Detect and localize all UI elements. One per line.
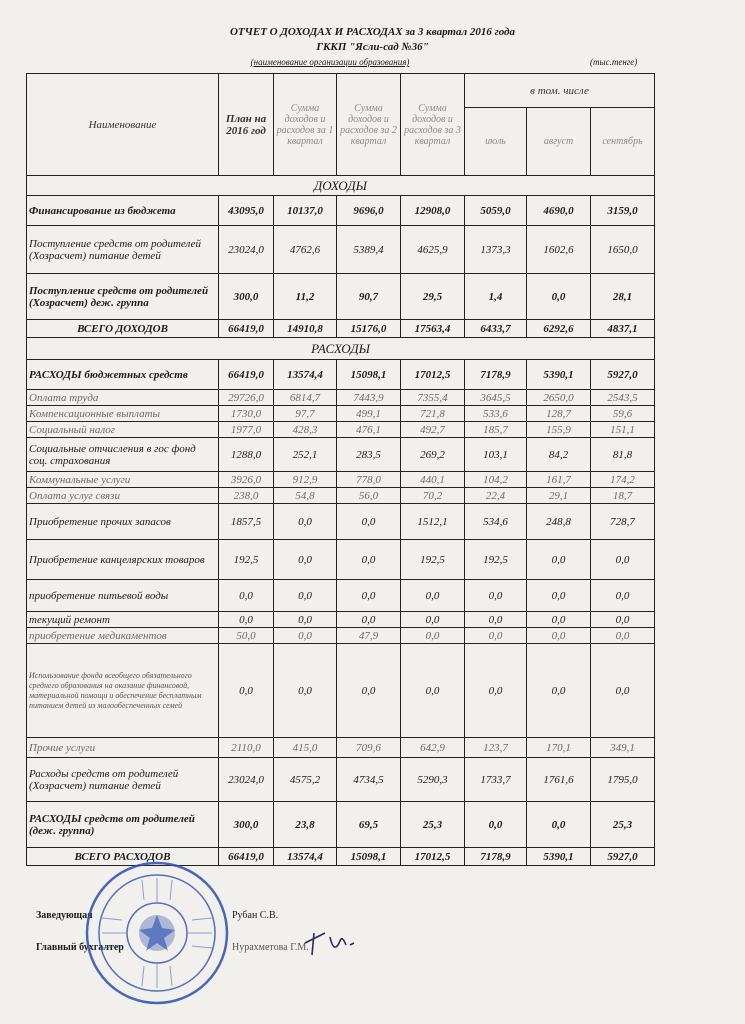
- row-value: 161,7: [527, 472, 591, 488]
- official-stamp: [82, 858, 232, 1008]
- row-value: 0,0: [401, 628, 465, 644]
- row-value: 4625,9: [401, 226, 465, 274]
- row-value: 492,7: [401, 422, 465, 438]
- row-label: Социальный налог: [27, 422, 219, 438]
- row-value: 10137,0: [274, 196, 337, 226]
- row-label: Поступление средств от родителей (Хозрасчет) питание детей: [27, 226, 219, 274]
- row-value: 0,0: [274, 504, 337, 540]
- row-label: Социальные отчисления в гос фонд соц. страхования: [27, 438, 219, 472]
- row-value: 103,1: [465, 438, 527, 472]
- row-value: 192,5: [465, 540, 527, 580]
- row-value: 25,3: [591, 802, 655, 848]
- expense-row: [27, 406, 655, 422]
- row-value: 415,0: [274, 738, 337, 758]
- row-label: Оплата услуг связи: [27, 488, 219, 504]
- row-value: 23024,0: [219, 758, 274, 802]
- organization-name: ГККП "Ясли-сад №36": [316, 41, 429, 53]
- row-value: 499,1: [337, 406, 401, 422]
- accountant-label: Главный бухгалтер: [36, 942, 124, 953]
- income-row: [27, 196, 655, 226]
- row-value: 778,0: [337, 472, 401, 488]
- row-value: 7178,9: [465, 848, 527, 866]
- row-value: 6814,7: [274, 390, 337, 406]
- row-value: 1288,0: [219, 438, 274, 472]
- accountant-name: Нурахметова Г.М.: [232, 942, 309, 953]
- row-value: 1,4: [465, 274, 527, 320]
- row-value: 25,3: [401, 802, 465, 848]
- row-label: Оплата труда: [27, 390, 219, 406]
- row-label: Приобретение канцелярских товаров: [27, 540, 219, 580]
- row-value: 59,6: [591, 406, 655, 422]
- units-label: (тыс.тенге): [590, 57, 638, 67]
- row-value: 0,0: [337, 540, 401, 580]
- row-value: 300,0: [219, 274, 274, 320]
- expense-row: [27, 580, 655, 612]
- expense-row: [27, 360, 655, 390]
- row-value: 0,0: [401, 644, 465, 738]
- row-value: 5059,0: [465, 196, 527, 226]
- row-value: 1761,6: [527, 758, 591, 802]
- row-value: 47,9: [337, 628, 401, 644]
- row-value: 14910,8: [274, 320, 337, 338]
- row-value: 56,0: [337, 488, 401, 504]
- expense-row: [27, 504, 655, 540]
- row-value: 0,0: [274, 540, 337, 580]
- row-value: 1512,1: [401, 504, 465, 540]
- row-value: 1977,0: [219, 422, 274, 438]
- row-value: 0,0: [465, 802, 527, 848]
- row-value: 66419,0: [219, 848, 274, 866]
- row-value: 1857,5: [219, 504, 274, 540]
- row-label: Поступление средств от родителей (Хозрасчет) деж. группа: [27, 274, 219, 320]
- row-value: 1602,6: [527, 226, 591, 274]
- row-value: 0,0: [591, 540, 655, 580]
- head-label: Заведующая: [36, 910, 93, 921]
- row-value: 12908,0: [401, 196, 465, 226]
- row-value: 5927,0: [591, 360, 655, 390]
- row-value: 90,7: [337, 274, 401, 320]
- row-value: 66419,0: [219, 320, 274, 338]
- row-value: 2650,0: [527, 390, 591, 406]
- row-label: Финансирование из бюджета: [27, 196, 219, 226]
- row-value: 0,0: [337, 504, 401, 540]
- row-value: 17563,4: [401, 320, 465, 338]
- row-value: 13574,4: [274, 360, 337, 390]
- row-value: 0,0: [274, 644, 337, 738]
- expense-row: [27, 738, 655, 758]
- row-value: 0,0: [274, 580, 337, 612]
- row-value: 0,0: [465, 612, 527, 628]
- row-value: 721,8: [401, 406, 465, 422]
- row-value: 17012,5: [401, 848, 465, 866]
- expense-row: [27, 540, 655, 580]
- row-label: Коммунальные услуги: [27, 472, 219, 488]
- row-value: 709,6: [337, 738, 401, 758]
- row-label: Приобретение прочих запасов: [27, 504, 219, 540]
- row-value: 4837,1: [591, 320, 655, 338]
- income-row: [27, 226, 655, 274]
- expense-row: [27, 802, 655, 848]
- row-value: 440,1: [401, 472, 465, 488]
- row-value: 248,8: [527, 504, 591, 540]
- row-value: 349,1: [591, 738, 655, 758]
- expense-row: [27, 472, 655, 488]
- row-value: 29726,0: [219, 390, 274, 406]
- row-value: 0,0: [527, 540, 591, 580]
- col-incl-header: в том. числе: [465, 74, 655, 108]
- row-value: 4690,0: [527, 196, 591, 226]
- row-value: 15098,1: [337, 848, 401, 866]
- row-value: 0,0: [527, 628, 591, 644]
- row-value: 4575,2: [274, 758, 337, 802]
- row-value: 7443,9: [337, 390, 401, 406]
- row-value: 533,6: [465, 406, 527, 422]
- row-value: 54,8: [274, 488, 337, 504]
- row-value: 29,5: [401, 274, 465, 320]
- expense-row: [27, 758, 655, 802]
- row-value: 300,0: [219, 802, 274, 848]
- organization-note: (наименование организации образования): [250, 57, 410, 67]
- row-value: 7355,4: [401, 390, 465, 406]
- row-value: 428,3: [274, 422, 337, 438]
- row-label: приобретение медикаментов: [27, 628, 219, 644]
- row-value: 1730,0: [219, 406, 274, 422]
- row-value: 534,6: [465, 504, 527, 540]
- income-total-row: [27, 320, 655, 338]
- row-value: 28,1: [591, 274, 655, 320]
- row-value: 43095,0: [219, 196, 274, 226]
- row-value: 0,0: [337, 644, 401, 738]
- col-plan-header: План на 2016 год: [219, 74, 274, 176]
- row-value: 1373,3: [465, 226, 527, 274]
- col-q1-header: Сумма доходов и расходов за 1 квартал: [274, 74, 337, 176]
- row-value: 6433,7: [465, 320, 527, 338]
- row-label: Прочие услуги: [27, 738, 219, 758]
- row-value: 84,2: [527, 438, 591, 472]
- row-value: 238,0: [219, 488, 274, 504]
- row-value: 0,0: [219, 644, 274, 738]
- row-label: Компенсационные выплаты: [27, 406, 219, 422]
- row-value: 0,0: [274, 628, 337, 644]
- row-value: 11,2: [274, 274, 337, 320]
- row-value: 174,2: [591, 472, 655, 488]
- expense-row: [27, 390, 655, 406]
- expense-section-title: РАСХОДЫ: [27, 338, 655, 360]
- row-value: 151,1: [591, 422, 655, 438]
- row-value: 728,7: [591, 504, 655, 540]
- row-value: 5390,1: [527, 848, 591, 866]
- row-value: 0,0: [527, 274, 591, 320]
- income-section-title: ДОХОДЫ: [27, 176, 655, 196]
- row-value: 5389,4: [337, 226, 401, 274]
- row-value: 0,0: [465, 644, 527, 738]
- row-value: 7178,9: [465, 360, 527, 390]
- row-value: 269,2: [401, 438, 465, 472]
- row-value: 912,9: [274, 472, 337, 488]
- row-value: 3159,0: [591, 196, 655, 226]
- expense-row: [27, 644, 655, 738]
- row-value: 2543,5: [591, 390, 655, 406]
- report-table: [26, 73, 655, 866]
- report-title: ОТЧЕТ О ДОХОДАХ И РАСХОДАХ за 3 квартал 2016 года: [229, 26, 516, 38]
- row-value: 23,8: [274, 802, 337, 848]
- row-value: 1650,0: [591, 226, 655, 274]
- row-value: 2110,0: [219, 738, 274, 758]
- row-value: 81,8: [591, 438, 655, 472]
- expense-row: [27, 438, 655, 472]
- row-value: 29,1: [527, 488, 591, 504]
- row-label: приобретение питьевой воды: [27, 580, 219, 612]
- row-value: 170,1: [527, 738, 591, 758]
- col-august-header: август: [527, 108, 591, 176]
- row-value: 0,0: [591, 628, 655, 644]
- row-value: 192,5: [219, 540, 274, 580]
- row-value: 0,0: [527, 644, 591, 738]
- row-value: 123,7: [465, 738, 527, 758]
- row-value: 66419,0: [219, 360, 274, 390]
- row-value: 3926,0: [219, 472, 274, 488]
- row-value: 0,0: [527, 612, 591, 628]
- row-value: 0,0: [465, 628, 527, 644]
- row-value: 185,7: [465, 422, 527, 438]
- col-september-header: сентябрь: [591, 108, 655, 176]
- row-label: РАСХОДЫ бюджетных средств: [27, 360, 219, 390]
- row-value: 0,0: [219, 612, 274, 628]
- expense-row: [27, 422, 655, 438]
- row-value: 0,0: [337, 580, 401, 612]
- row-value: 642,9: [401, 738, 465, 758]
- row-value: 97,7: [274, 406, 337, 422]
- row-value: 0,0: [401, 580, 465, 612]
- row-value: 0,0: [591, 580, 655, 612]
- expense-row: [27, 612, 655, 628]
- row-value: 104,2: [465, 472, 527, 488]
- row-value: 252,1: [274, 438, 337, 472]
- col-q3-header: Сумма доходов и расходов за 3 квартал: [401, 74, 465, 176]
- row-value: 0,0: [465, 580, 527, 612]
- row-value: 5390,1: [527, 360, 591, 390]
- row-value: 0,0: [591, 644, 655, 738]
- row-value: 18,7: [591, 488, 655, 504]
- col-name-header: Наименование: [27, 74, 219, 176]
- row-value: 17012,5: [401, 360, 465, 390]
- row-value: 4762,6: [274, 226, 337, 274]
- row-value: 4734,5: [337, 758, 401, 802]
- income-row: [27, 274, 655, 320]
- row-value: 23024,0: [219, 226, 274, 274]
- row-value: 13574,4: [274, 848, 337, 866]
- row-value: 0,0: [337, 612, 401, 628]
- expense-row: [27, 488, 655, 504]
- col-july-header: июль: [465, 108, 527, 176]
- row-value: 1795,0: [591, 758, 655, 802]
- row-label: текущий ремонт: [27, 612, 219, 628]
- row-value: 192,5: [401, 540, 465, 580]
- row-value: 0,0: [274, 612, 337, 628]
- head-name: Рубан С.В.: [232, 910, 279, 921]
- row-value: 0,0: [527, 580, 591, 612]
- row-value: 0,0: [219, 580, 274, 612]
- row-value: 3645,5: [465, 390, 527, 406]
- col-q2-header: Сумма доходов и расходов за 2 квартал: [337, 74, 401, 176]
- row-value: 0,0: [527, 802, 591, 848]
- row-value: 69,5: [337, 802, 401, 848]
- row-label: РАСХОДЫ средств от родителей (деж. группа): [27, 802, 219, 848]
- row-value: 1733,7: [465, 758, 527, 802]
- row-value: 128,7: [527, 406, 591, 422]
- row-value: 70,2: [401, 488, 465, 504]
- row-value: 5290,3: [401, 758, 465, 802]
- expense-row: [27, 628, 655, 644]
- row-label: Использование фонда всеобщего обязательного среднего образования на оказание финансовой, материальной помощи и обеспечение бесплатным питанием детей из малообеспеченных семей: [27, 644, 219, 738]
- row-value: 283,5: [337, 438, 401, 472]
- row-value: 50,0: [219, 628, 274, 644]
- signature-mark: [300, 915, 370, 965]
- row-value: 155,9: [527, 422, 591, 438]
- row-value: 15176,0: [337, 320, 401, 338]
- row-value: 5927,0: [591, 848, 655, 866]
- row-label: ВСЕГО ДОХОДОВ: [27, 320, 219, 338]
- row-value: 6292,6: [527, 320, 591, 338]
- row-value: 0,0: [591, 612, 655, 628]
- row-value: 22,4: [465, 488, 527, 504]
- row-value: 0,0: [401, 612, 465, 628]
- row-label: Расходы средств от родителей (Хозрасчет) питание детей: [27, 758, 219, 802]
- row-value: 9696,0: [337, 196, 401, 226]
- row-label: ВСЕГО РАСХОДОВ: [27, 848, 219, 866]
- row-value: 476,1: [337, 422, 401, 438]
- row-value: 15098,1: [337, 360, 401, 390]
